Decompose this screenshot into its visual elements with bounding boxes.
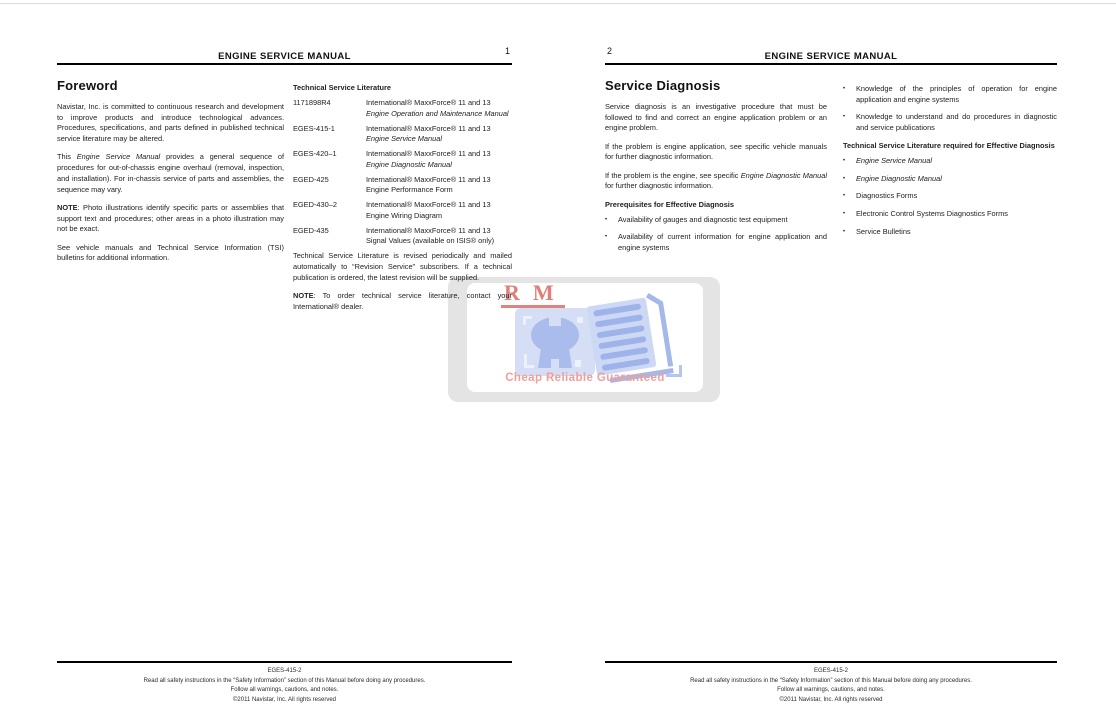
section-heading-service-diagnosis: Service Diagnosis — [605, 78, 721, 93]
wrench-plate-icon — [515, 308, 595, 376]
bullet-item: • Availability of current information for engine application and engine systems — [605, 232, 827, 253]
footer-doc-code: EGES-415-2 — [813, 668, 849, 674]
page-2-header — [605, 46, 1057, 64]
footer-safety-line: Read all safety instructions in the “Safety Information” section of this Manual before doing any procedures. — [143, 677, 426, 684]
bullet-item: • Diagnostics Forms — [843, 191, 1057, 202]
literature-code: EGED-425 — [293, 174, 329, 184]
page-title: ENGINE SERVICE MANUAL — [764, 51, 898, 62]
page-number: 2 — [607, 46, 613, 56]
bullet-item: • Service Bulletins — [843, 227, 1057, 238]
page-title: ENGINE SERVICE MANUAL — [218, 51, 351, 62]
footer-rule — [605, 661, 1057, 663]
paragraph: Technical Service Literature is revised periodically and mailed automatically to “Revision Service” subscribers. If a technical publication is ordered, the latest revision will be supplied. — [293, 251, 512, 282]
page-1-content — [57, 78, 512, 320]
bullet-marker — [843, 209, 856, 220]
bullet-item: • Electronic Control Systems Diagnostics Forms — [843, 209, 1057, 220]
bullet-item: • Knowledge to understand and do procedures in diagnostic and service publications — [843, 112, 1057, 133]
diagnosis-column-2 — [843, 84, 1057, 261]
literature-desc: International® MaxxForce® 11 and 13 Engine Service Manual — [366, 123, 491, 144]
watermark-rm-letters — [504, 280, 567, 306]
literature-desc: International® MaxxForce® 11 and 13 Engine Diagnostic Manual — [366, 149, 491, 169]
paragraph: Service diagnosis is an investigative procedure that must be followed to find and correct an engine application problem or an engine problem. — [605, 102, 827, 133]
section-heading-foreword: Foreword — [57, 78, 118, 93]
bullet-marker — [605, 215, 618, 226]
footer-copyright: ©2011 Navistar, Inc. All rights reserved — [779, 696, 883, 703]
bullet-item: • Knowledge of the principles of operation for engine application and engine systems — [843, 84, 1057, 105]
paragraph: See vehicle manuals and Technical Service Information (TSI) bulletins for additional information. — [57, 242, 284, 263]
literature-desc: International® MaxxForce® 11 and 13 Signal Values (available on ISIS® only) — [366, 225, 495, 246]
page-1 — [57, 0, 512, 728]
note-paragraph: NOTE: Photo illustrations identify specific parts or assemblies that support text and procedures; other areas in a photo illustration may not be exact. — [57, 202, 284, 234]
literature-row — [293, 226, 512, 247]
watermark-tagline: Cheap Reliable Guaranteed — [505, 372, 665, 384]
literature-code: EGED-430–2 — [293, 200, 337, 210]
bullet-item: • Engine Diagnostic Manual — [843, 174, 1057, 185]
footer-rule — [57, 661, 512, 663]
header-rule — [57, 63, 512, 65]
literature-code: EGES-420–1 — [293, 149, 337, 159]
paragraph: This Engine Service Manual provides a general sequence of procedures for out-of-chassis engine overhaul (removal, inspection, and installation). For in-chassis service of parts and assemblies, the sequence may vary. — [57, 152, 284, 194]
bullet-marker — [843, 191, 856, 202]
page-2-content — [605, 78, 1057, 261]
bullet-marker — [843, 174, 856, 185]
literature-desc: International® MaxxForce® 11 and 13 Engine Wiring Diagram — [366, 200, 491, 220]
paragraph: Navistar, Inc. is committed to continuous research and development to improve products and introduce technological advances. Procedures, specifications, and parts defined in published technical service literature may be altered. — [57, 102, 284, 144]
literature-column — [293, 83, 512, 320]
page-number: 1 — [504, 46, 510, 56]
literature-code: 1171898R4 — [293, 98, 331, 107]
bullet-item: • Engine Service Manual — [843, 156, 1057, 167]
foreword-column — [57, 78, 284, 320]
header-rule — [605, 63, 1057, 65]
paragraph: If the problem is the engine, see specific Engine Diagnostic Manual for further diagnostic information. — [605, 170, 827, 191]
paragraph: If the problem is engine application, see specific vehicle manuals for further diagnostic information. — [605, 141, 827, 162]
note-paragraph: NOTE: To order technical service literature, contact your International® dealer. — [293, 290, 512, 311]
footer-copyright: ©2011 Navistar, Inc. All rights reserved — [232, 696, 337, 703]
literature-row — [293, 149, 512, 170]
page-1-header — [57, 46, 512, 64]
page-1-footer — [57, 667, 512, 705]
prerequisites-heading: Prerequisites for Effective Diagnosis — [605, 199, 734, 209]
footer-warnings-line: Follow all warnings, cautions, and notes. — [230, 687, 339, 694]
watermark-letter-m: M — [532, 280, 554, 305]
page-2 — [605, 0, 1057, 728]
literature-heading: Technical Service Literature — [293, 83, 392, 92]
bullet-item: • Availability of gauges and diagnostic test equipment — [605, 215, 827, 226]
bullet-marker — [843, 84, 856, 105]
literature-row — [293, 175, 512, 196]
footer-warnings-line: Follow all warnings, cautions, and notes. — [777, 687, 885, 694]
literature-code: EGED-435 — [293, 225, 329, 235]
wrench-icon — [515, 308, 595, 376]
footer-safety-line: Read all safety instructions in the “Safety Information” section of this Manual before doing any procedures. — [690, 677, 972, 684]
literature-desc: International® MaxxForce® 11 and 13 Engine Operation and Maintenance Manual — [366, 98, 509, 118]
watermark-letter-r: R — [504, 280, 520, 305]
literature-row — [293, 98, 512, 119]
bullet-marker — [843, 112, 856, 133]
bullet-marker — [843, 227, 856, 238]
required-literature-heading: Technical Service Literature required for Effective Diagnosis — [843, 140, 1055, 150]
literature-row — [293, 200, 512, 221]
footer-doc-code: EGES-415-2 — [267, 668, 302, 674]
bullet-marker — [605, 232, 618, 253]
bullet-marker — [843, 156, 856, 167]
diagnosis-column — [605, 78, 827, 261]
page-2-footer — [605, 667, 1057, 705]
literature-code: EGES-415-1 — [293, 123, 335, 133]
literature-desc: International® MaxxForce® 11 and 13 Engine Performance Form — [366, 174, 491, 195]
literature-row — [293, 124, 512, 145]
